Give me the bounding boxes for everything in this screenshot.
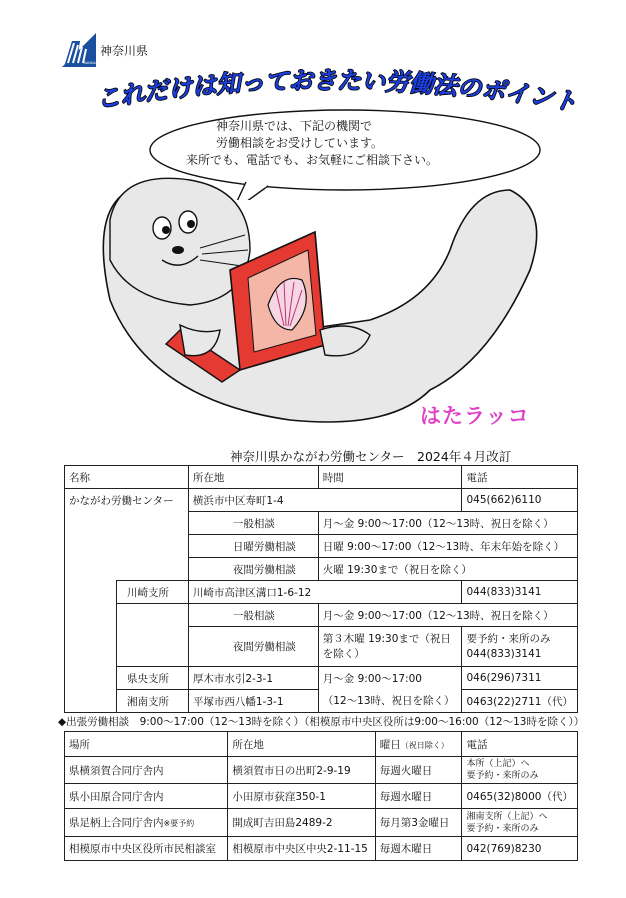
main-sunday-type: 日曜労働相談 bbox=[188, 535, 318, 558]
bubble-line-3: 来所でも、電話でも、お気軽にご相談下さい。 bbox=[186, 153, 439, 167]
header-name: 名称 bbox=[65, 466, 189, 489]
kawasaki-night-type: 夜間労働相談 bbox=[188, 627, 318, 667]
table-header-row bbox=[65, 732, 578, 757]
outreach-address: 小田原市荻窪350-1 bbox=[228, 784, 375, 809]
header-address: 所在地 bbox=[188, 466, 318, 489]
header-time: 時間 bbox=[318, 466, 462, 489]
kawasaki-phone: 044(833)3141 bbox=[462, 581, 578, 604]
shonan-name: 湘南支所 bbox=[116, 690, 188, 713]
seal-mascot-icon bbox=[70, 130, 550, 430]
prefecture-name: 神奈川県 bbox=[100, 44, 149, 58]
outreach-header-place: 場所 bbox=[65, 732, 228, 757]
kawasaki-night-time: 第３木曜 19:30まで（祝日 を除く） bbox=[318, 627, 462, 667]
main-center-phone: 045(662)6110 bbox=[462, 489, 578, 512]
bubble-line-1: 神奈川県では、下記の機関で bbox=[216, 119, 373, 133]
outreach-place: 県横須賀合同庁舎内 bbox=[65, 757, 228, 784]
page-title: これだけは知っておきたい労働法のポイント bbox=[94, 66, 580, 117]
branch-shared-time: 月～金 9:00～17:00 （12～13時、祝日を除く） bbox=[318, 667, 462, 713]
table-row bbox=[65, 667, 578, 690]
main-center-address: 横浜市中区寿町1-4 bbox=[188, 489, 462, 512]
header-phone: 電話 bbox=[462, 466, 578, 489]
table-row bbox=[65, 604, 578, 627]
outreach-phone: 湘南支所（上記）へ 要予約・来所のみ bbox=[462, 809, 578, 837]
kawasaki-night-phone: 要予約・来所のみ 044(833)3141 bbox=[462, 627, 578, 667]
outreach-place: 相模原市中央区役所市民相談室 bbox=[65, 837, 228, 861]
outreach-day: 毎月第3金曜日 bbox=[375, 809, 462, 837]
table-row bbox=[65, 489, 578, 512]
outreach-day: 毎週火曜日 bbox=[375, 757, 462, 784]
bubble-line-2: 労働相談をお受けしています。 bbox=[216, 136, 384, 150]
outreach-place: 県足柄上合同庁舎内※要予約 bbox=[65, 809, 228, 837]
shonan-phone: 0463(22)2711（代） bbox=[462, 690, 578, 713]
table-row bbox=[65, 784, 578, 809]
outreach-header-address: 所在地 bbox=[228, 732, 375, 757]
mascot-name: はたラッコ bbox=[420, 404, 530, 428]
outreach-header-day: 曜日（祝日除く） bbox=[375, 732, 462, 757]
table-header-row bbox=[65, 466, 578, 489]
shonan-address: 平塚市西八幡1-3-1 bbox=[188, 690, 318, 713]
kenou-name: 県央支所 bbox=[116, 667, 188, 690]
kawasaki-general-type: 一般相談 bbox=[188, 604, 318, 627]
logo-caption: KANAGAWA bbox=[84, 61, 103, 65]
table-row bbox=[65, 581, 578, 604]
main-night-time: 火曜 19:30まで（祝日を除く） bbox=[318, 558, 577, 581]
outreach-day: 毎週水曜日 bbox=[375, 784, 462, 809]
center-title: 神奈川県かながわ労働センター 2024年４月改訂 bbox=[230, 449, 512, 464]
table-row bbox=[65, 809, 578, 837]
kenou-address: 厚木市水引2-3-1 bbox=[188, 667, 318, 690]
main-general-time: 月～金 9:00～17:00（12～13時、祝日を除く） bbox=[318, 512, 577, 535]
consultation-table bbox=[64, 465, 578, 713]
outreach-phone: 042(769)8230 bbox=[462, 837, 578, 861]
outreach-header: ◆出張労働相談 9:00～17:00（12～13時を除く）（相模原市中央区役所は9:00～16:00（12～13時を除く）） bbox=[58, 716, 585, 728]
table-row bbox=[65, 837, 578, 861]
main-general-type: 一般相談 bbox=[188, 512, 318, 535]
outreach-address: 開成町吉田島2489-2 bbox=[228, 809, 375, 837]
outreach-header-phone: 電話 bbox=[462, 732, 578, 757]
outreach-phone: 本所（上記）へ 要予約・来所のみ bbox=[462, 757, 578, 784]
kenou-phone: 046(296)7311 bbox=[462, 667, 578, 690]
outreach-phone: 0465(32)8000（代） bbox=[462, 784, 578, 809]
outreach-address: 相模原市中央区中央2-11-15 bbox=[228, 837, 375, 861]
kawasaki-general-time: 月～金 9:00～17:00（12～13時、祝日を除く） bbox=[318, 604, 577, 627]
kawasaki-address: 川崎市高津区溝口1-6-12 bbox=[188, 581, 462, 604]
kawasaki-name: 川崎支所 bbox=[116, 581, 188, 604]
table-row bbox=[65, 757, 578, 784]
outreach-table bbox=[64, 731, 578, 861]
outreach-day: 毎週木曜日 bbox=[375, 837, 462, 861]
main-night-type: 夜間労働相談 bbox=[188, 558, 318, 581]
outreach-address: 横須賀市日の出町2-9-19 bbox=[228, 757, 375, 784]
outreach-place: 県小田原合同庁舎内 bbox=[65, 784, 228, 809]
main-sunday-time: 日曜 9:00～17:00（12～13時、年末年始を除く） bbox=[318, 535, 577, 558]
main-center-name: かながわ労働センター bbox=[65, 489, 189, 581]
